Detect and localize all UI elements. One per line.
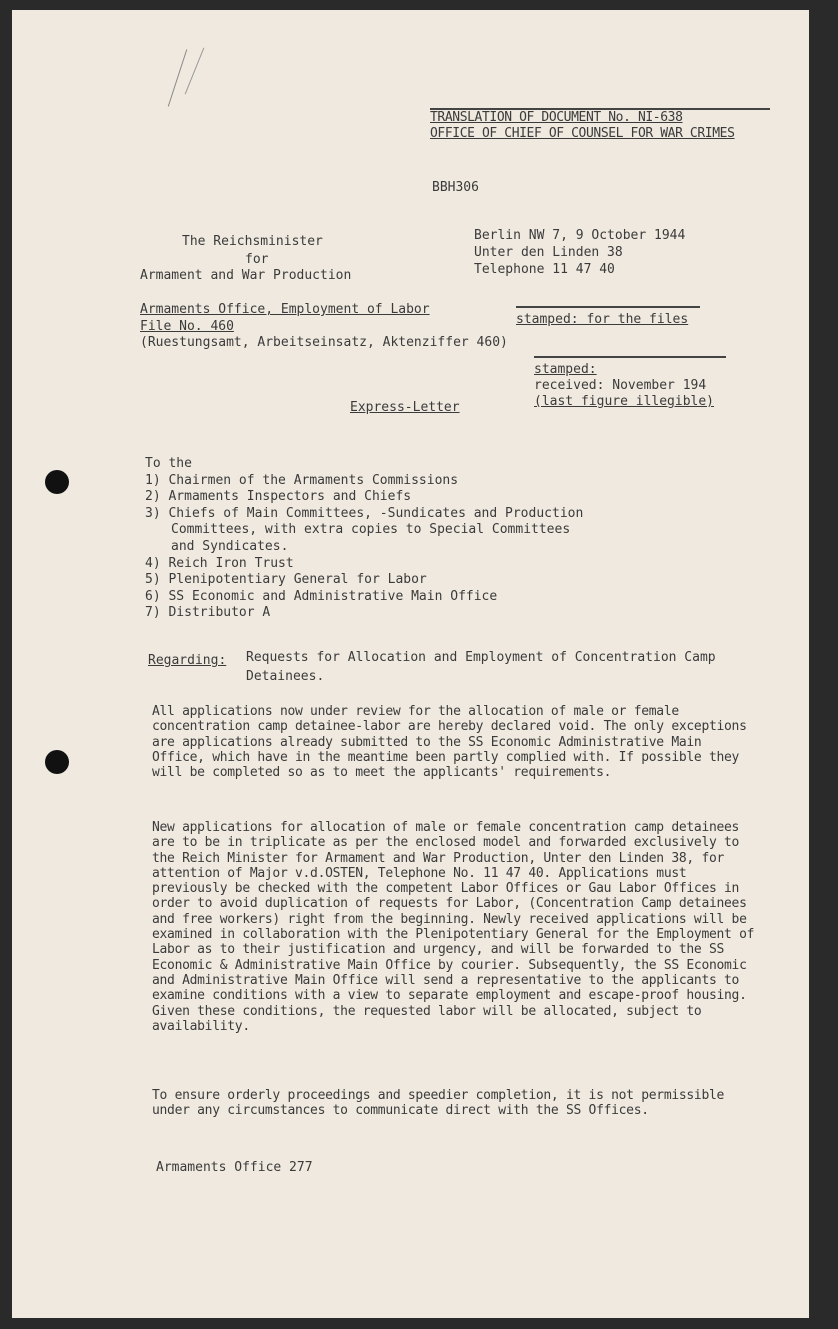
punch-hole — [45, 470, 69, 494]
stamp-for-files: stamped: for the files — [516, 306, 700, 328]
stamp-received-line-3: (last figure illegible) — [534, 394, 715, 409]
stamp-received — [534, 356, 726, 410]
recipient-item: 4) Reich Iron Trust — [145, 555, 294, 571]
sender-line-1: The Reichsminister — [182, 234, 323, 249]
sender-line-2: for — [245, 252, 269, 267]
stamp-received-line-1: stamped: — [534, 362, 597, 377]
recipient-item-continued: Committees, with extra copies to Special Committees — [171, 522, 571, 538]
address-line-3: Telephone 11 47 40 — [474, 262, 615, 277]
recipient-intro: To the — [145, 456, 192, 471]
office-line-1: Armaments Office, Employment of Labor — [140, 302, 430, 317]
recipient-item: 5) Plenipotentiary General for Labor — [145, 572, 427, 588]
recipient-item: 7) Distributor A — [145, 605, 271, 621]
address-line-2: Unter den Linden 38 — [474, 245, 623, 260]
address-line-1: Berlin NW 7, 9 October 1944 — [474, 228, 686, 243]
office-line-3: (Ruestungsamt, Arbeitseinsatz, Aktenziffer 460) — [140, 335, 508, 350]
translation-header — [430, 108, 770, 142]
paragraph-2: New applications for allocation of male or female concentration camp detainees are to be in triplicate as per the enclosed model and forwarded exclusively to the Reich Minister for Armament and War Production, Unter den Linden 38, for attention of Major v.d.OSTEN, Telephone No. 11 47 40. Applications must previously be checked with the competent Labor Offices or Gau Labor Offices in order to avoid duplication of requests for Labor, (Concentration Camp detainees and free workers) right from the beginning. Newly received applications will be examined in collaboration with the Plenipotentiary General for the Employment of Labor as to their justification and urgency, and will be forwarded to the SS Economic & Administrative Main Office by courier. Subsequently, the SS Economic and Administrative Main Office will send a representative to the applicants to examine conditions with a view to separate employment and escape-proof housing. Given these conditions, the requested labor will be allocated, subject to availability. — [152, 820, 755, 1034]
recipient-item: 6) SS Economic and Administrative Main Office — [145, 588, 498, 604]
pen-mark — [185, 48, 205, 95]
express-letter-label: Express-Letter — [350, 400, 460, 415]
recipient-list — [145, 456, 665, 622]
sender-line-3: Armament and War Production — [140, 268, 352, 283]
recipient-item: 2) Armaments Inspectors and Chiefs — [145, 489, 412, 505]
recipient-item-continued: and Syndicates. — [171, 538, 289, 554]
paragraph-1: All applications now under review for the allocation of male or female concentration camp detainee-labor are hereby declared void. The only exceptions are applications already submitted to the SS Economic Administrative Main Office, which have in the meantime been partly complied with. If possible they will be completed so as to meet the applicants' requirements. — [152, 704, 747, 781]
paragraph-3: To ensure orderly proceedings and speedier completion, it is not permissible under any circumstances to communicate direct with the SS Offices. — [152, 1088, 725, 1119]
document-code: BBH306 — [432, 180, 479, 195]
recipient-item: 3) Chiefs of Main Committees, -Sundicates and Production — [145, 505, 584, 521]
recipient-item: 1) Chairmen of the Armaments Commissions — [145, 472, 459, 488]
regarding-line-1: Requests for Allocation and Employment of Concentration Camp — [246, 650, 716, 665]
footer-reference: Armaments Office 277 — [156, 1160, 313, 1175]
header-line-1: TRANSLATION OF DOCUMENT No. NI-638 — [430, 110, 683, 125]
stamp-received-line-2: received: November 194 — [534, 378, 707, 393]
header-line-2: OFFICE OF CHIEF OF COUNSEL FOR WAR CRIMES — [430, 126, 735, 141]
document-page — [12, 10, 809, 1318]
regarding-label: Regarding: — [148, 653, 227, 668]
pen-mark — [168, 49, 187, 106]
punch-hole — [45, 750, 69, 774]
regarding-line-2: Detainees. — [246, 669, 325, 684]
office-line-2: File No. 460 — [140, 319, 234, 334]
